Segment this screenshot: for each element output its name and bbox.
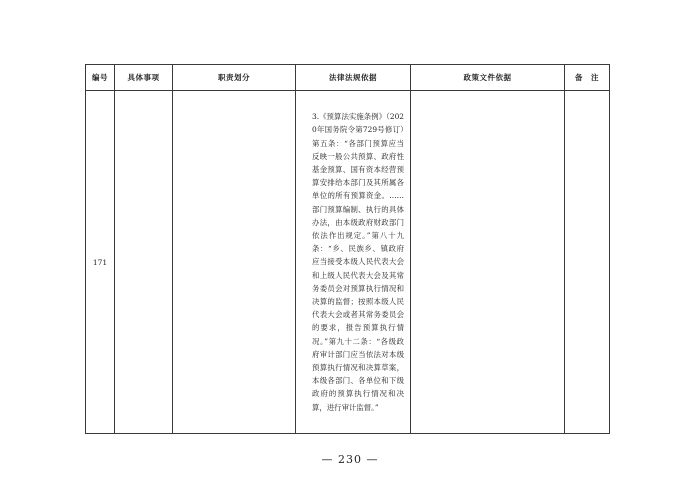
- header-policy-basis: 政策文件依据: [411, 65, 565, 91]
- cell-law-basis: [296, 91, 411, 434]
- header-note: 备 注: [565, 65, 610, 91]
- page-number: — 230 —: [321, 453, 379, 466]
- header-duty: 职责划分: [173, 65, 296, 91]
- cell-policy-basis: [411, 91, 565, 434]
- header-number: 编号: [86, 65, 115, 91]
- table-row: [86, 91, 610, 434]
- law-basis-text: 3.《预算法实施条例》（2020年国务院令第729号修订）第五条：“各部门预算应当反映一般公共预算、政府性基金预算、国有资本经营预算安排给本部门及其所属各单位的所有预算资金。……部门预算编制、执行的具体办法，由本级政府财政部门依法作出规定。”第八十九条：“乡、民族乡、镇政府应当接受本级人民代表大会和上级人民代表大会及其常务委员会对预算执行情况和决算的监督；按照本级人民代表大会或者其常务委员会的要求，报告预算执行情况。”第九十二条：“各级政府审计部门应当依法对本级预算执行情况和决算草案，本级各部门、各单位和下级政府的预算执行情况和决算，进行审计监督。”: [312, 112, 404, 412]
- responsibility-table: [85, 64, 610, 434]
- header-law-basis: 法律法规依据: [296, 65, 411, 91]
- table-header-row: [86, 65, 610, 91]
- cell-item: [115, 91, 173, 434]
- cell-number: 171: [86, 91, 115, 434]
- header-item: 具体事项: [115, 65, 173, 91]
- cell-note: [565, 91, 610, 434]
- cell-duty: [173, 91, 296, 434]
